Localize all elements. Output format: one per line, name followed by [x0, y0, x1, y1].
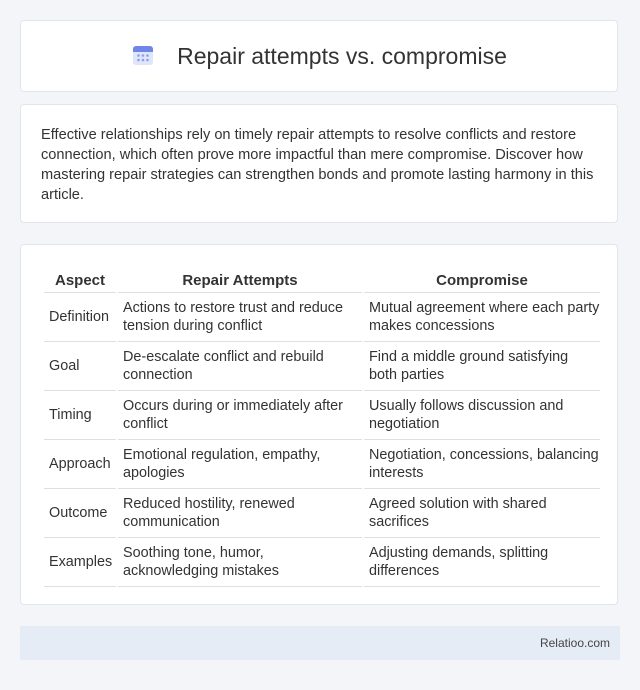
title-card: [20, 20, 618, 92]
table-row: [44, 293, 600, 342]
table-row: [44, 489, 600, 538]
cell-aspect: Timing: [44, 391, 116, 440]
comparison-card: [20, 244, 618, 605]
intro-card: [20, 104, 618, 223]
cell-compromise: Usually follows discussion and negotiation: [364, 391, 600, 440]
cell-repair: Soothing tone, humor, acknowledging mistakes: [118, 538, 362, 587]
intro-paragraph: Effective relationships rely on timely repair attempts to resolve conflicts and restore connection, which often prove more impactful than mere compromise. Discover how mastering repair strategies can strengthen bonds and promote lasting harmony in this article.: [41, 127, 594, 203]
table-header-row: [44, 262, 600, 293]
cell-aspect: Approach: [44, 440, 116, 489]
cell-aspect: Goal: [44, 342, 116, 391]
comparison-table: [42, 262, 602, 587]
header-repair-attempts: Repair Attempts: [118, 262, 362, 293]
page-title: Repair attempts vs. compromise: [177, 42, 507, 69]
table-row: [44, 538, 600, 587]
footer-brand: Relatioo.com: [539, 636, 610, 650]
cell-repair: Reduced hostility, renewed communication: [118, 489, 362, 538]
cell-compromise: Negotiation, concessions, balancing interests: [364, 440, 600, 489]
table-row: [44, 440, 600, 489]
cell-aspect: Examples: [44, 538, 116, 587]
cell-repair: Actions to restore trust and reduce tension during conflict: [118, 293, 362, 342]
cell-aspect: Definition: [44, 293, 116, 342]
header-compromise: Compromise: [364, 262, 600, 293]
cell-repair: De-escalate conflict and rebuild connection: [118, 342, 362, 391]
cell-aspect: Outcome: [44, 489, 116, 538]
header-aspect: Aspect: [44, 262, 116, 293]
cell-compromise: Find a middle ground satisfying both parties: [364, 342, 600, 391]
calendar-icon: [131, 43, 155, 67]
table-row: [44, 391, 600, 440]
cell-repair: Occurs during or immediately after conflict: [118, 391, 362, 440]
cell-compromise: Agreed solution with shared sacrifices: [364, 489, 600, 538]
cell-compromise: Adjusting demands, splitting differences: [364, 538, 600, 587]
table-row: [44, 342, 600, 391]
cell-repair: Emotional regulation, empathy, apologies: [118, 440, 362, 489]
cell-compromise: Mutual agreement where each party makes concessions: [364, 293, 600, 342]
footer: [20, 626, 620, 660]
